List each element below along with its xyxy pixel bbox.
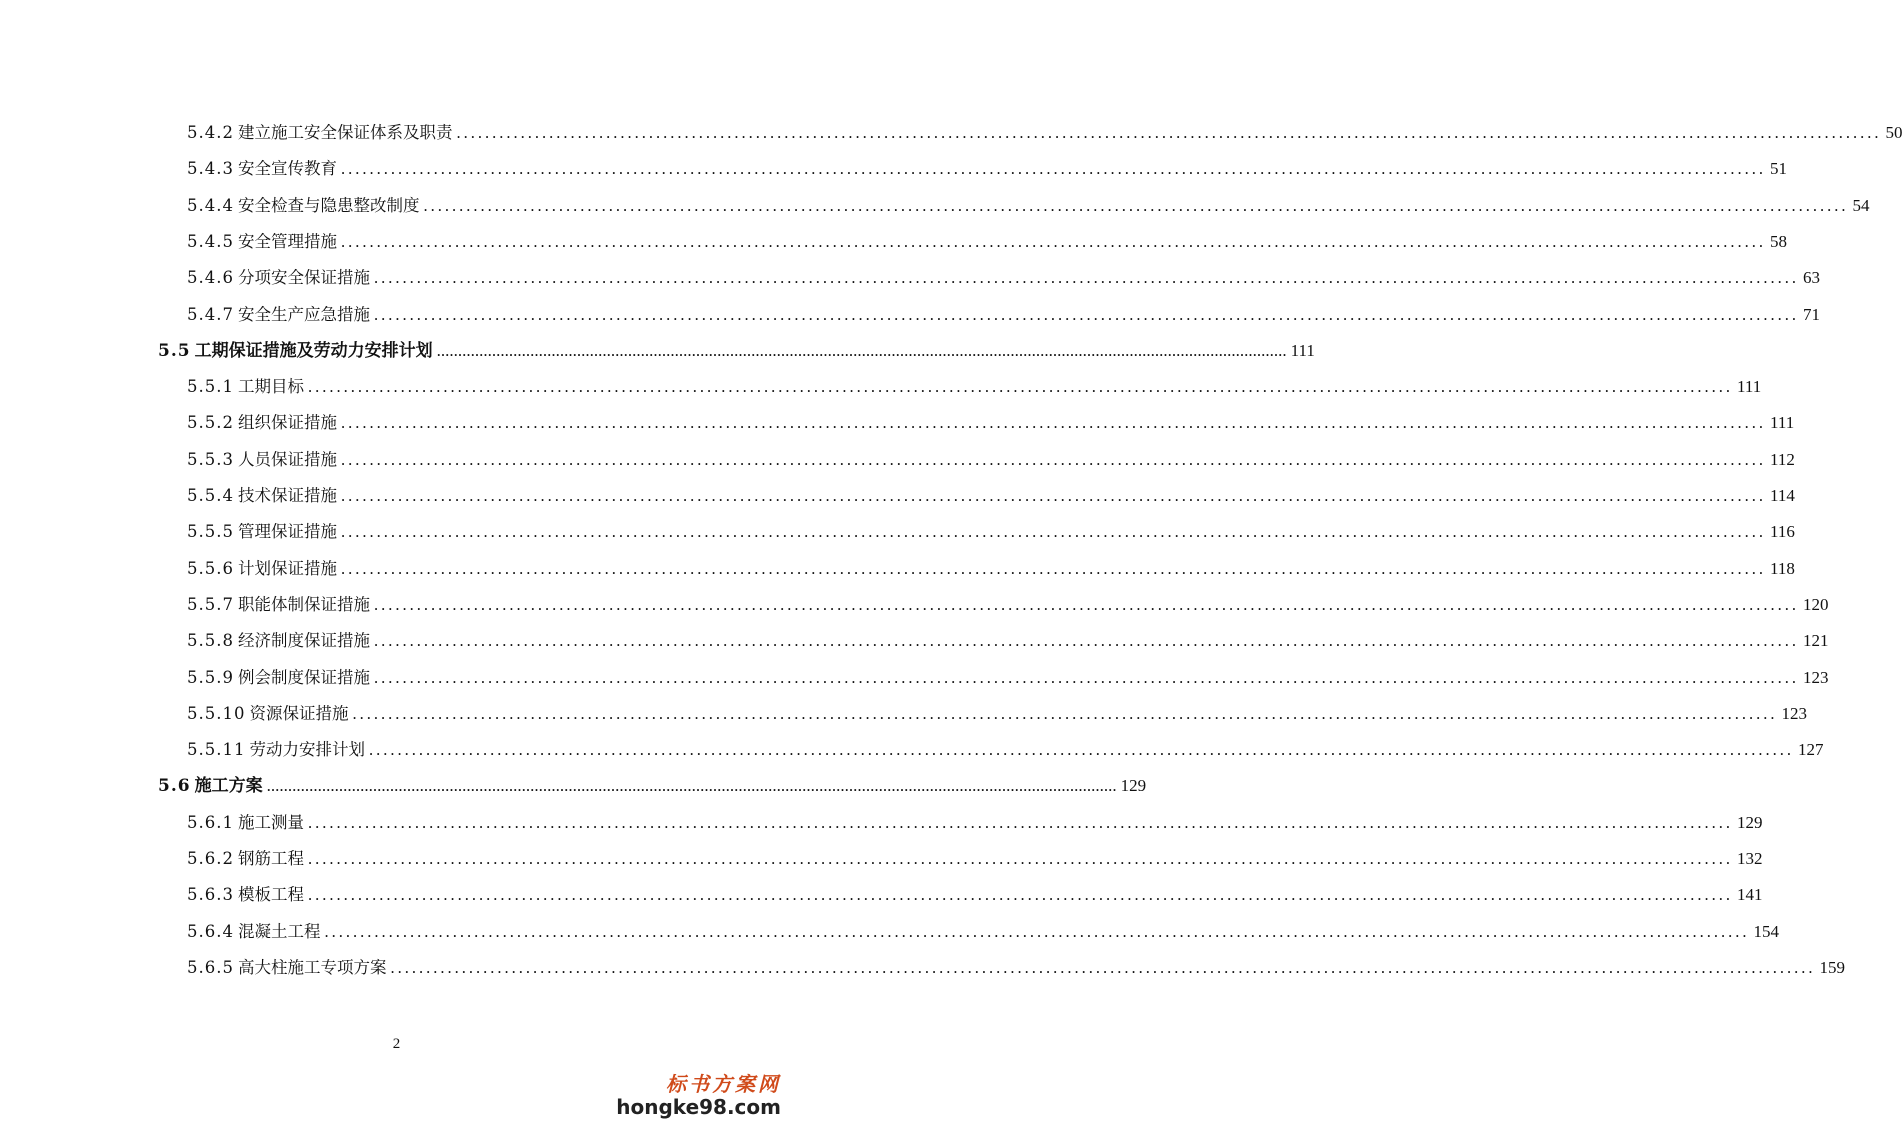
toc-dot-leader: ........................................................................................................................................................................................................ <box>352 703 1778 723</box>
toc-entry-title: 安全宣传教育 <box>237 159 337 179</box>
toc-entry-title: 人员保证措施 <box>237 449 337 469</box>
toc-entry[interactable] <box>187 372 1762 402</box>
toc-entry-title: 安全检查与隐患整改制度 <box>237 195 420 215</box>
toc-entry-number: 5.5.2 <box>187 413 234 433</box>
toc-entry-number: 5.6.5 <box>187 957 234 977</box>
toc-entry-number: 5.6.1 <box>187 812 234 832</box>
toc-entry-number: 5.5.10 <box>187 703 246 723</box>
toc-entry-title: 混凝土工程 <box>237 921 321 941</box>
toc-entry[interactable] <box>187 191 1870 221</box>
toc-entry-title: 分项安全保证措施 <box>237 268 370 288</box>
toc-entry[interactable] <box>187 154 1787 184</box>
toc-entry-page: 71 <box>1802 304 1820 324</box>
toc-dot-leader: ........................................................................................................................................................................................................ <box>307 849 1733 868</box>
site-watermark <box>616 1068 781 1119</box>
toc-entry[interactable] <box>187 735 1824 765</box>
toc-entry-title: 钢筋工程 <box>237 849 304 868</box>
toc-entry-page: 114 <box>1769 486 1795 505</box>
toc-entry-title: 工期目标 <box>237 377 304 397</box>
toc-entry-number: 5.6.2 <box>187 849 234 868</box>
toc-dot-leader: ........................................................................................................................................................................................................ <box>307 377 1733 397</box>
toc-entry-number: 5.6 <box>158 776 191 797</box>
toc-entry-title: 安全管理措施 <box>237 231 337 251</box>
toc-entry[interactable] <box>187 663 1829 693</box>
toc-dot-leader: ........................................................................................................................................................................................................ <box>390 957 1816 977</box>
toc-entry-number: 5.5.1 <box>187 377 234 397</box>
toc-entry-page: 121 <box>1802 631 1829 651</box>
toc-dot-leader: ........................................................................................................................................................................................................ <box>340 558 1766 578</box>
toc-entry-page: 127 <box>1797 740 1824 760</box>
toc-entry-page: 132 <box>1736 849 1763 868</box>
toc-entry-page: 123 <box>1781 703 1807 723</box>
toc-entry-number: 5.5.9 <box>187 667 234 687</box>
toc-entry-page: 111 <box>1769 413 1795 433</box>
toc-section-entry[interactable] <box>158 771 1147 801</box>
toc-entry-label <box>187 227 337 257</box>
watermark-site-name: 标书方案网 <box>666 1072 781 1096</box>
toc-entry[interactable] <box>187 118 1902 148</box>
toc-entry[interactable] <box>187 953 1845 983</box>
watermark-url: hongke98.com <box>616 1095 781 1119</box>
toc-entry[interactable] <box>187 300 1820 330</box>
toc-entry-number: 5.4.3 <box>187 159 234 179</box>
toc-dot-leader: ........................................................................................................................................................................................................ <box>340 486 1766 505</box>
toc-dot-leader: ........................................................................................................................................................................................................ <box>340 413 1766 433</box>
toc-entry-title: 建立施工安全保证体系及职责 <box>237 123 453 142</box>
toc-entry-title: 计划保证措施 <box>237 558 337 578</box>
toc-entry[interactable] <box>187 481 1795 511</box>
toc-entry-page: 154 <box>1753 921 1779 941</box>
toc-dot-leader: ........................................................................................................................................................................................................ <box>436 340 1287 360</box>
toc-dot-leader: ........................................................................................................................................................................................................ <box>373 667 1799 687</box>
toc-dot-leader: ........................................................................................................................................................................................................ <box>456 123 1882 142</box>
toc-entry-number: 5.6.4 <box>187 921 234 941</box>
toc-entry[interactable] <box>187 699 1807 729</box>
toc-entry-label <box>187 663 370 693</box>
toc-entry-label <box>187 880 304 910</box>
toc-entry-number: 5.6.3 <box>187 885 234 905</box>
toc-entry-page: 54 <box>1852 195 1870 215</box>
toc-dot-leader: ........................................................................................................................................................................................................ <box>340 449 1766 469</box>
toc-entry-page: 123 <box>1802 667 1829 687</box>
toc-entry-label <box>187 844 304 874</box>
toc-entry-title: 模板工程 <box>237 885 304 905</box>
toc-dot-leader: ........................................................................................................................................................................................................ <box>373 594 1799 614</box>
toc-entry-title: 施工方案 <box>194 776 263 797</box>
toc-entry-number: 5.5.4 <box>187 486 234 505</box>
toc-entry-number: 5.4.7 <box>187 304 234 324</box>
toc-dot-leader: ........................................................................................................................................................................................................ <box>368 740 1794 760</box>
toc-entry-number: 5.5.11 <box>187 740 246 760</box>
toc-entry-number: 5.4.6 <box>187 268 234 288</box>
toc-entry-label <box>187 191 419 221</box>
toc-entry[interactable] <box>187 263 1820 293</box>
toc-entry-number: 5.5 <box>158 340 191 361</box>
toc-entry[interactable] <box>187 517 1795 547</box>
toc-entry-label <box>187 408 337 438</box>
toc-dot-leader: ........................................................................................................................................................................................................ <box>423 195 1849 215</box>
toc-entry[interactable] <box>187 808 1763 838</box>
toc-entry-number: 5.4.5 <box>187 231 234 251</box>
toc-entry-label <box>187 481 337 511</box>
toc-entry-title: 技术保证措施 <box>237 486 337 505</box>
toc-entry-page: 159 <box>1819 957 1845 977</box>
toc-entry-page: 120 <box>1802 594 1829 614</box>
toc-entry-label <box>187 808 304 838</box>
toc-entry[interactable] <box>187 880 1763 910</box>
toc-entry-page: 50 <box>1885 123 1902 142</box>
toc-entry-number: 5.5.5 <box>187 522 234 542</box>
toc-entry-number: 5.5.3 <box>187 449 234 469</box>
toc-section-entry[interactable] <box>158 336 1315 366</box>
toc-entry-page: 118 <box>1769 558 1795 578</box>
toc-entry-label <box>158 771 263 801</box>
toc-entry-label <box>187 626 370 656</box>
toc-entry-label <box>187 263 370 293</box>
toc-entry-number: 5.5.7 <box>187 594 234 614</box>
toc-entry-label <box>187 590 370 620</box>
toc-entry-page: 112 <box>1769 449 1795 469</box>
toc-dot-leader: ........................................................................................................................................................................................................ <box>373 631 1799 651</box>
toc-entry-title: 经济制度保证措施 <box>237 631 370 651</box>
toc-entry-label <box>187 517 337 547</box>
toc-entry-label <box>187 554 337 584</box>
toc-entry-label <box>187 118 452 148</box>
toc-entry-page: 116 <box>1769 522 1795 542</box>
toc-entry-label <box>187 445 337 475</box>
toc-entry[interactable] <box>187 626 1829 656</box>
toc-dot-leader: ........................................................................................................................................................................................................ <box>307 812 1733 832</box>
toc-dot-leader: ........................................................................................................................................................................................................ <box>340 231 1766 251</box>
toc-entry-page: 111 <box>1736 377 1762 397</box>
toc-entry-page: 129 <box>1736 812 1763 832</box>
toc-dot-leader: ........................................................................................................................................................................................................ <box>266 776 1117 796</box>
toc-dot-leader: ........................................................................................................................................................................................................ <box>373 304 1799 324</box>
toc-entry[interactable] <box>187 917 1779 947</box>
toc-entry-page: 51 <box>1769 159 1787 179</box>
toc-entry-label <box>187 372 304 402</box>
toc-entry-page: 63 <box>1802 268 1820 288</box>
toc-entry-title: 劳动力安排计划 <box>249 740 365 760</box>
toc-entry-title: 工期保证措施及劳动力安排计划 <box>194 340 433 361</box>
toc-entry-title: 组织保证措施 <box>237 413 337 433</box>
toc-entry[interactable] <box>187 554 1795 584</box>
toc-entry[interactable] <box>187 445 1795 475</box>
toc-entry-title: 资源保证措施 <box>249 703 349 723</box>
toc-entry-title: 职能体制保证措施 <box>237 594 370 614</box>
toc-entry-title: 高大柱施工专项方案 <box>237 957 387 977</box>
toc-entry-label <box>158 336 433 366</box>
toc-dot-leader: ........................................................................................................................................................................................................ <box>324 921 1750 941</box>
toc-dot-leader: ........................................................................................................................................................................................................ <box>340 159 1766 179</box>
toc-entry-number: 5.4.2 <box>187 123 234 142</box>
toc-entry-label <box>187 953 386 983</box>
toc-dot-leader: ........................................................................................................................................................................................................ <box>307 885 1733 905</box>
toc-entry-page: 141 <box>1736 885 1763 905</box>
toc-entry-page: 58 <box>1769 231 1787 251</box>
toc-dot-leader: ........................................................................................................................................................................................................ <box>373 268 1799 288</box>
toc-entry-number: 5.5.6 <box>187 558 234 578</box>
toc-entry-title: 施工测量 <box>237 812 304 832</box>
toc-entry-label <box>187 699 348 729</box>
toc-entry[interactable] <box>187 408 1795 438</box>
toc-entry[interactable] <box>187 844 1763 874</box>
toc-entry-page: 111 <box>1290 340 1315 360</box>
page-number: 2 <box>392 1036 401 1052</box>
toc-dot-leader: ........................................................................................................................................................................................................ <box>340 522 1766 542</box>
toc-entry[interactable] <box>187 227 1787 257</box>
toc-entry-page: 129 <box>1120 776 1147 796</box>
toc-entry[interactable] <box>187 590 1829 620</box>
toc-entry-title: 管理保证措施 <box>237 522 337 542</box>
toc-entry-number: 5.5.8 <box>187 631 234 651</box>
toc-entry-label <box>187 917 320 947</box>
toc-entry-title: 例会制度保证措施 <box>237 667 370 687</box>
toc-entry-label <box>187 300 370 330</box>
toc-entry-label <box>187 154 337 184</box>
toc-entry-title: 安全生产应急措施 <box>237 304 370 324</box>
toc-entry-number: 5.4.4 <box>187 195 234 215</box>
toc-entry-label <box>187 735 365 765</box>
